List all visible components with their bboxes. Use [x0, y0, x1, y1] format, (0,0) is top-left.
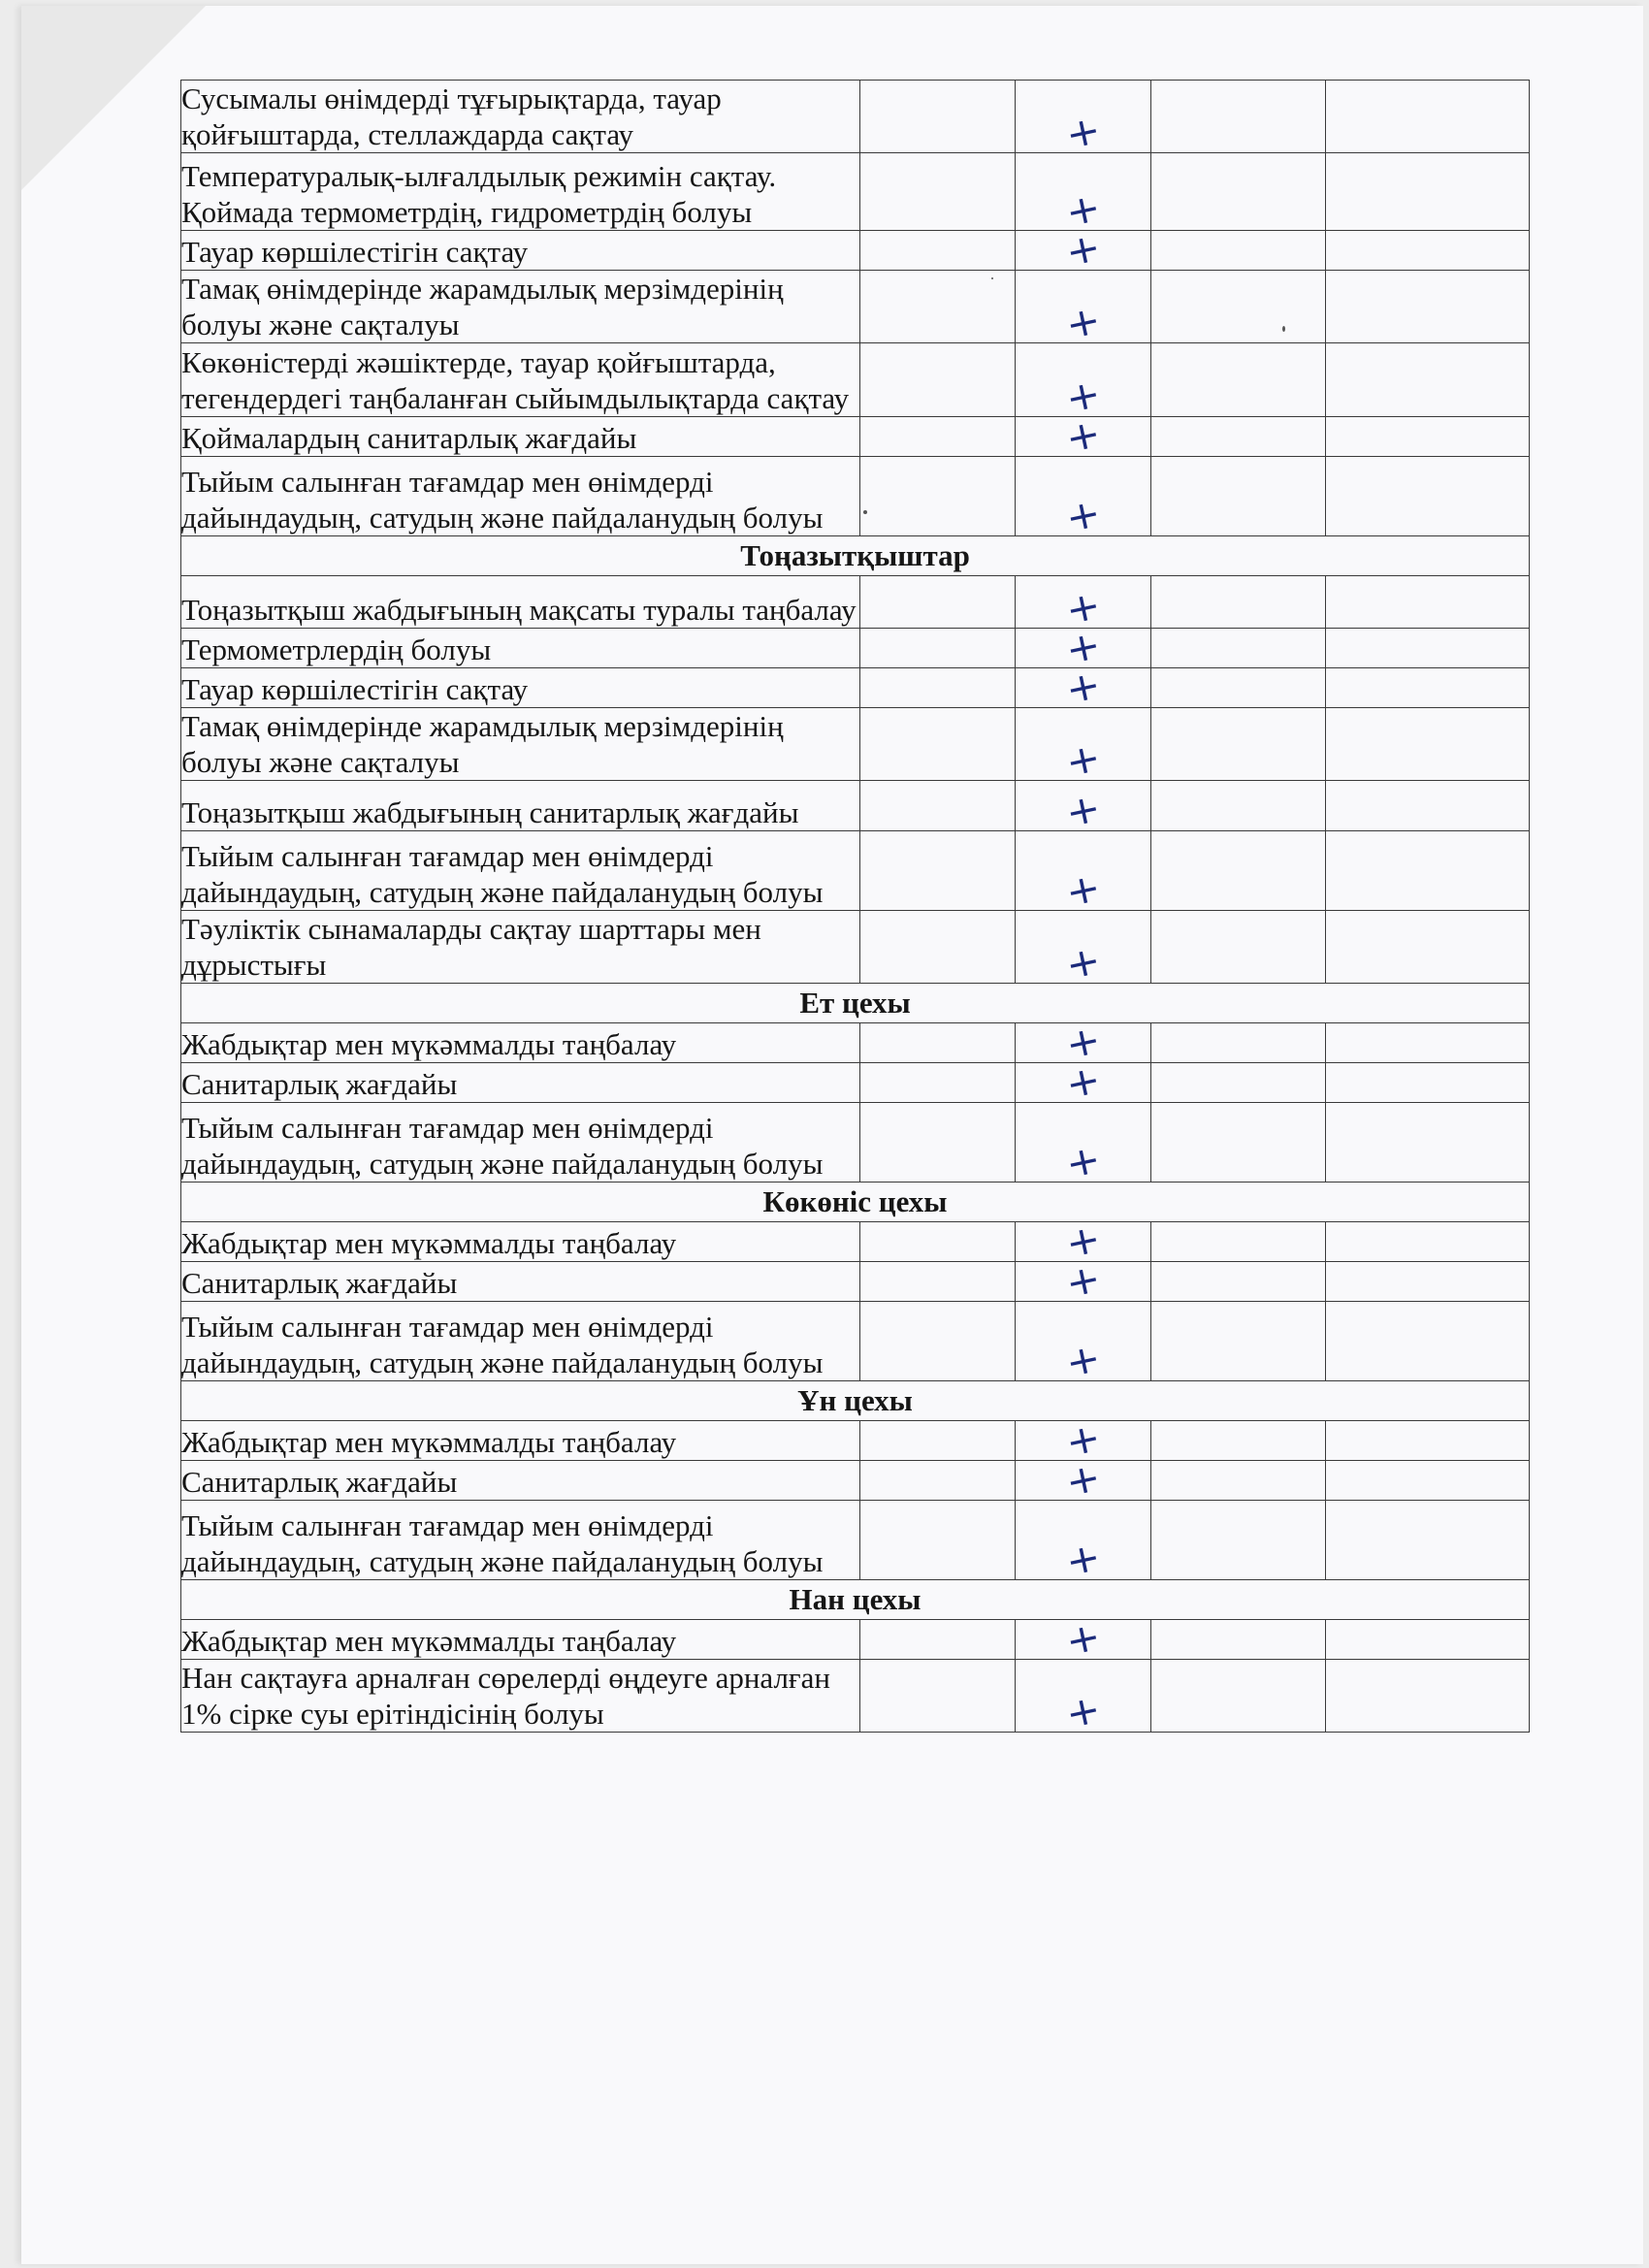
- checkmark-cell: [1016, 271, 1151, 349]
- section-header-row: [181, 1381, 1530, 1421]
- handwritten-plus-mark: +: [1061, 1215, 1105, 1268]
- requirement-text: Жабдықтар мен мүкәммалды таңбалау: [181, 1421, 860, 1461]
- checklist-table: [180, 80, 1530, 1738]
- empty-cell: [1151, 271, 1326, 343]
- table-row: [181, 1222, 1530, 1262]
- handwritten-plus-mark: +: [1061, 582, 1105, 634]
- handwritten-plus-mark: +: [1061, 490, 1105, 542]
- handwritten-plus-mark: +: [1061, 1686, 1105, 1738]
- table-row: [181, 1302, 1530, 1381]
- empty-cell: [1151, 1421, 1326, 1461]
- requirement-text: Тамақ өнімдерінде жарамдылық мерзімдерінің болуы және сақталуы: [181, 271, 860, 343]
- empty-cell: [860, 1063, 1016, 1103]
- empty-cell: [860, 1222, 1016, 1262]
- handwritten-plus-mark: +: [1061, 107, 1105, 159]
- checkmark-cell: [1016, 1056, 1151, 1109]
- requirement-text: Жабдықтар мен мүкәммалды таңбалау: [181, 1222, 860, 1262]
- empty-cell: [860, 831, 1016, 911]
- document-page: [21, 6, 1643, 2264]
- checkmark-cell: [1016, 1215, 1151, 1268]
- scan-speck: [863, 510, 867, 514]
- checkmark-cell: [1016, 1501, 1151, 1586]
- empty-cell: [1326, 417, 1530, 457]
- empty-cell: [1151, 343, 1326, 417]
- checkmark-cell: [1016, 1017, 1151, 1069]
- section-header-row: [181, 984, 1530, 1023]
- requirement-text: Санитарлық жағдайы: [181, 1262, 860, 1302]
- checkmark-cell: [1016, 81, 1151, 159]
- empty-cell: [1326, 1063, 1530, 1103]
- requirement-text: Термометрлердің болуы: [181, 629, 860, 668]
- empty-cell: [1151, 1222, 1326, 1262]
- table-row: [181, 231, 1530, 271]
- empty-cell: [860, 708, 1016, 781]
- requirement-text: Температуралық-ылғалдылық режимін сақтау. Қоймада термометрдің, гидрометрдің болуы: [181, 153, 860, 231]
- section-header-row: [181, 1183, 1530, 1222]
- section-header-row: [181, 536, 1530, 576]
- checkmark-cell: [1016, 1414, 1151, 1467]
- requirement-text: Тыйым салынған тағамдар мен өнімдерді дайындаудың, сатудың және пайдаланудың болуы: [181, 1103, 860, 1183]
- empty-cell: [860, 343, 1016, 417]
- empty-cell: [860, 781, 1016, 831]
- empty-cell: [860, 911, 1016, 984]
- checkmark-cell: [1016, 457, 1151, 542]
- handwritten-plus-mark: +: [1061, 1454, 1105, 1507]
- empty-cell: [1326, 81, 1530, 153]
- empty-cell: [860, 1421, 1016, 1461]
- empty-cell: [1151, 153, 1326, 231]
- empty-cell: [1151, 1302, 1326, 1381]
- requirement-text: Тауар көршілестігін сақтау: [181, 668, 860, 708]
- checkmark-cell: [1016, 576, 1151, 634]
- table-row: [181, 1262, 1530, 1302]
- table-row: [181, 81, 1530, 153]
- section-title: Ет цехы: [181, 984, 1530, 1023]
- empty-cell: [860, 153, 1016, 231]
- table-row: [181, 831, 1530, 911]
- empty-cell: [860, 457, 1016, 536]
- scan-speck: [991, 277, 993, 279]
- empty-cell: [1326, 457, 1530, 536]
- checkmark-cell: [1016, 1613, 1151, 1666]
- table-row: [181, 911, 1530, 984]
- empty-cell: [1326, 576, 1530, 629]
- empty-cell: [1326, 343, 1530, 417]
- empty-cell: [860, 1302, 1016, 1381]
- empty-cell: [860, 629, 1016, 668]
- table-row: [181, 1023, 1530, 1063]
- empty-cell: [1151, 1023, 1326, 1063]
- handwritten-plus-mark: +: [1061, 864, 1105, 917]
- empty-cell: [1151, 231, 1326, 271]
- table-row: [181, 343, 1530, 417]
- empty-cell: [1326, 1620, 1530, 1660]
- empty-cell: [1151, 457, 1326, 536]
- scan-speck: [1282, 326, 1285, 332]
- table-row: [181, 1620, 1530, 1660]
- table-row: [181, 708, 1530, 781]
- empty-cell: [860, 1461, 1016, 1501]
- table-row: [181, 576, 1530, 629]
- section-title: Тоңазытқыштар: [181, 536, 1530, 576]
- requirement-text: Нан сақтауға арналған сөрелерді өңдеуге арналған 1% сірке суы ерітіндісінің болуы: [181, 1660, 860, 1733]
- handwritten-plus-mark: +: [1061, 1414, 1105, 1467]
- checkmark-cell: [1016, 781, 1151, 837]
- requirement-text: Тоңазытқыш жабдығының санитарлық жағдайы: [181, 781, 860, 831]
- empty-cell: [1326, 1461, 1530, 1501]
- empty-cell: [1151, 668, 1326, 708]
- empty-cell: [1326, 831, 1530, 911]
- requirement-text: Жабдықтар мен мүкәммалды таңбалау: [181, 1620, 860, 1660]
- checkmark-cell: [1016, 662, 1151, 714]
- table-row: [181, 1461, 1530, 1501]
- requirement-text: Санитарлық жағдайы: [181, 1063, 860, 1103]
- empty-cell: [860, 417, 1016, 457]
- empty-cell: [1326, 1262, 1530, 1302]
- requirement-text: Тәуліктік сынамаларды сақтау шарттары мен дұрыстығы: [181, 911, 860, 984]
- empty-cell: [860, 1023, 1016, 1063]
- table-row: [181, 1103, 1530, 1183]
- section-title: Ұн цехы: [181, 1381, 1530, 1421]
- empty-cell: [860, 1103, 1016, 1183]
- handwritten-plus-mark: +: [1061, 937, 1105, 989]
- checkmark-cell: [1016, 343, 1151, 423]
- checkmark-cell: [1016, 1454, 1151, 1507]
- handwritten-plus-mark: +: [1061, 785, 1105, 837]
- empty-cell: [1151, 911, 1326, 984]
- handwritten-plus-mark: +: [1061, 1136, 1105, 1188]
- requirement-text: Тыйым салынған тағамдар мен өнімдерді дайындаудың, сатудың және пайдаланудың болуы: [181, 1501, 860, 1580]
- table-row: [181, 1063, 1530, 1103]
- checkmark-cell: [1016, 1660, 1151, 1738]
- checkmark-cell: [1016, 622, 1151, 674]
- empty-cell: [1151, 629, 1326, 668]
- empty-cell: [1326, 911, 1530, 984]
- handwritten-plus-mark: +: [1061, 410, 1105, 463]
- empty-cell: [860, 1501, 1016, 1580]
- table-row: [181, 781, 1530, 831]
- empty-cell: [1326, 1023, 1530, 1063]
- empty-cell: [1326, 629, 1530, 668]
- empty-cell: [1326, 1421, 1530, 1461]
- handwritten-plus-mark: +: [1061, 622, 1105, 674]
- empty-cell: [860, 81, 1016, 153]
- handwritten-plus-mark: +: [1061, 1534, 1105, 1586]
- checkmark-cell: [1016, 911, 1151, 989]
- requirement-text: Тыйым салынған тағамдар мен өнімдерді дайындаудың, сатудың және пайдаланудың болуы: [181, 457, 860, 536]
- empty-cell: [1151, 708, 1326, 781]
- requirement-text: Тыйым салынған тағамдар мен өнімдерді дайындаудың, сатудың және пайдаланудың болуы: [181, 831, 860, 911]
- empty-cell: [1151, 576, 1326, 629]
- empty-cell: [1151, 417, 1326, 457]
- empty-cell: [1151, 781, 1326, 831]
- handwritten-plus-mark: +: [1061, 1017, 1105, 1069]
- requirement-text: Сусымалы өнімдерді тұғырықтарда, тауар қойғыштарда, стеллаждарда сақтау: [181, 81, 860, 153]
- handwritten-plus-mark: +: [1061, 184, 1105, 237]
- folded-corner: [21, 6, 206, 190]
- requirement-text: Жабдықтар мен мүкәммалды таңбалау: [181, 1023, 860, 1063]
- empty-cell: [1326, 271, 1530, 343]
- requirement-text: Тамақ өнімдерінде жарамдылық мерзімдерінің болуы және сақталуы: [181, 708, 860, 781]
- checkmark-cell: [1016, 153, 1151, 237]
- empty-cell: [1151, 1501, 1326, 1580]
- handwritten-plus-mark: +: [1061, 1335, 1105, 1387]
- empty-cell: [1151, 1461, 1326, 1501]
- empty-cell: [1326, 153, 1530, 231]
- section-header-row: [181, 1580, 1530, 1620]
- requirement-text: Тоңазытқыш жабдығының мақсаты туралы таңбалау: [181, 576, 860, 629]
- empty-cell: [1326, 708, 1530, 781]
- empty-cell: [860, 231, 1016, 271]
- requirement-text: Көкөністерді жәшіктерде, тауар қойғыштарда, тегендердегі таңбаланған сыйымдылықтарда сақтау: [181, 343, 860, 417]
- table-row: [181, 271, 1530, 343]
- empty-cell: [1326, 668, 1530, 708]
- handwritten-plus-mark: +: [1061, 734, 1105, 787]
- empty-cell: [860, 1262, 1016, 1302]
- empty-cell: [1151, 1620, 1326, 1660]
- handwritten-plus-mark: +: [1061, 371, 1105, 423]
- table-row: [181, 457, 1530, 536]
- section-title: Көкөніс цехы: [181, 1183, 1530, 1222]
- table-row: [181, 1421, 1530, 1461]
- empty-cell: [860, 271, 1016, 343]
- requirement-text: Қоймалардың санитарлық жағдайы: [181, 417, 860, 457]
- table-row: [181, 1660, 1530, 1733]
- handwritten-plus-mark: +: [1061, 1613, 1105, 1666]
- table-row: [181, 417, 1530, 457]
- handwritten-plus-mark: +: [1061, 1056, 1105, 1109]
- handwritten-plus-mark: +: [1061, 224, 1105, 276]
- handwritten-plus-mark: +: [1061, 297, 1105, 349]
- checkmark-cell: [1016, 708, 1151, 787]
- table-row: [181, 629, 1530, 668]
- handwritten-plus-mark: +: [1061, 1255, 1105, 1308]
- table-row: [181, 668, 1530, 708]
- empty-cell: [860, 1620, 1016, 1660]
- empty-cell: [1326, 1660, 1530, 1733]
- empty-cell: [1151, 1063, 1326, 1103]
- empty-cell: [1151, 81, 1326, 153]
- table-row: [181, 153, 1530, 231]
- empty-cell: [1151, 1262, 1326, 1302]
- checkmark-cell: [1016, 224, 1151, 276]
- checkmark-cell: [1016, 1103, 1151, 1188]
- empty-cell: [860, 1660, 1016, 1733]
- empty-cell: [1151, 1103, 1326, 1183]
- empty-cell: [860, 668, 1016, 708]
- checkmark-cell: [1016, 410, 1151, 463]
- checkmark-cell: [1016, 1302, 1151, 1387]
- empty-cell: [1326, 1302, 1530, 1381]
- checkmark-cell: [1016, 831, 1151, 917]
- empty-cell: [1326, 781, 1530, 831]
- empty-cell: [860, 576, 1016, 629]
- empty-cell: [1151, 1660, 1326, 1733]
- requirement-text: Санитарлық жағдайы: [181, 1461, 860, 1501]
- table-row: [181, 1501, 1530, 1580]
- empty-cell: [1326, 1103, 1530, 1183]
- empty-cell: [1326, 1501, 1530, 1580]
- handwritten-plus-mark: +: [1061, 662, 1105, 714]
- empty-cell: [1326, 1222, 1530, 1262]
- requirement-text: Тауар көршілестігін сақтау: [181, 231, 860, 271]
- section-title: Нан цехы: [181, 1580, 1530, 1620]
- empty-cell: [1326, 231, 1530, 271]
- empty-cell: [1151, 831, 1326, 911]
- checkmark-cell: [1016, 1255, 1151, 1308]
- requirement-text: Тыйым салынған тағамдар мен өнімдерді дайындаудың, сатудың және пайдаланудың болуы: [181, 1302, 860, 1381]
